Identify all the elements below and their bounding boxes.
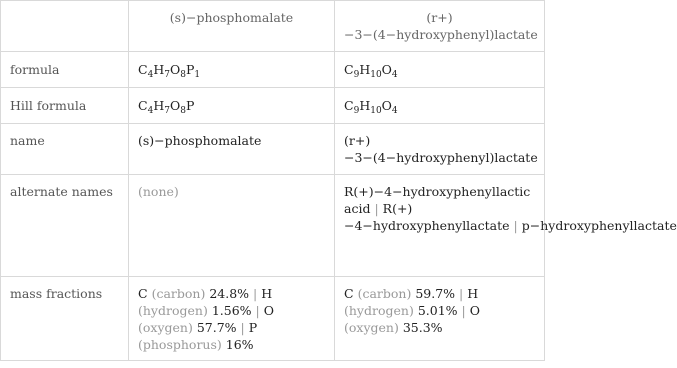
- row-label: mass fractions: [1, 277, 129, 361]
- element-symbol: C: [344, 62, 354, 77]
- element-symbol: P: [185, 62, 195, 77]
- table-row: [1, 124, 545, 175]
- element-symbol: C: [344, 286, 354, 301]
- element-name: (hydrogen): [138, 303, 208, 318]
- table-row: [1, 277, 545, 361]
- element-name: (oxygen): [344, 320, 399, 335]
- element-count: 4: [391, 106, 398, 116]
- mass-fractions-cell: [129, 277, 335, 361]
- element-count: 9: [353, 70, 360, 80]
- element-symbol: H: [261, 286, 273, 301]
- element-count: 7: [164, 70, 170, 80]
- separator: |: [374, 201, 379, 216]
- element-symbol: O: [469, 303, 480, 318]
- alternate-names-cell: (none): [129, 175, 335, 277]
- element-count: 10: [370, 70, 382, 80]
- element-symbol: O: [169, 98, 181, 113]
- table-row: [1, 52, 545, 88]
- element-name: (carbon): [357, 286, 412, 301]
- element-symbol: C: [138, 62, 148, 77]
- row-label: alternate names: [1, 175, 129, 277]
- formula-cell: [335, 52, 545, 88]
- row-label: name: [1, 124, 129, 175]
- element-name: (phosphorus): [138, 337, 222, 352]
- column-header: (s)−phosphomalate: [129, 1, 335, 52]
- hill-formula-cell: [335, 88, 545, 124]
- element-symbol: C: [138, 98, 148, 113]
- separator: |: [255, 303, 260, 318]
- mass-value: 57.7%: [196, 320, 237, 335]
- element-symbol: H: [467, 286, 479, 301]
- element-count: 10: [370, 106, 382, 116]
- mass-fraction-entry: [138, 286, 249, 301]
- row-label: Hill formula: [1, 88, 129, 124]
- separator: |: [240, 320, 245, 335]
- list-item: p−hydroxyphenyllactate: [521, 218, 677, 233]
- separator: |: [461, 303, 466, 318]
- element-symbol: H: [359, 62, 371, 77]
- element-symbol: O: [381, 62, 392, 77]
- corner-cell: [1, 1, 129, 52]
- element-count: 9: [353, 106, 360, 116]
- formula-cell: [129, 52, 335, 88]
- element-name: (hydrogen): [344, 303, 414, 318]
- mass-fraction-entry: [344, 286, 455, 301]
- mass-value: 16%: [225, 337, 254, 352]
- separator: |: [513, 218, 518, 233]
- element-name: (oxygen): [138, 320, 193, 335]
- element-symbol: H: [359, 98, 371, 113]
- mass-value: 35.3%: [402, 320, 443, 335]
- element-symbol: C: [138, 286, 148, 301]
- element-symbol: O: [169, 62, 181, 77]
- name-cell: (s)−phosphomalate: [129, 124, 335, 175]
- element-name: (carbon): [151, 286, 206, 301]
- table-row: [1, 175, 545, 277]
- element-symbol: P: [248, 320, 258, 335]
- name-cell: (r+)−3−(4−hydroxyphenyl)lactate: [335, 124, 545, 175]
- header-row: [1, 1, 545, 52]
- element-count: 1: [194, 70, 201, 80]
- separator: |: [253, 286, 258, 301]
- element-count: 4: [147, 70, 154, 80]
- element-symbol: P: [185, 98, 195, 113]
- element-count: 7: [164, 106, 170, 116]
- list-item: R(+)−4−hydroxyphenyllactate: [344, 201, 510, 233]
- hill-formula-cell: [129, 88, 335, 124]
- column-header: (r+)−3−(4−hydroxyphenyl)lactate: [335, 1, 545, 52]
- element-symbol: H: [153, 98, 165, 113]
- element-symbol: C: [344, 98, 354, 113]
- table-row: [1, 88, 545, 124]
- row-label: formula: [1, 52, 129, 88]
- element-count: 8: [180, 106, 186, 116]
- element-symbol: H: [153, 62, 165, 77]
- mass-value: 5.01%: [417, 303, 458, 318]
- mass-value: 1.56%: [211, 303, 252, 318]
- element-count: 4: [147, 106, 154, 116]
- element-count: 8: [180, 70, 186, 80]
- element-count: 4: [391, 70, 398, 80]
- separator: |: [459, 286, 464, 301]
- element-symbol: O: [263, 303, 274, 318]
- alternate-names-cell: [335, 175, 677, 277]
- mass-fractions-cell: [335, 277, 545, 361]
- mass-value: 24.8%: [209, 286, 250, 301]
- mass-value: 59.7%: [415, 286, 456, 301]
- list-item: R(+)−4−hydroxyphenyllactic acid: [344, 184, 531, 216]
- element-symbol: O: [381, 98, 392, 113]
